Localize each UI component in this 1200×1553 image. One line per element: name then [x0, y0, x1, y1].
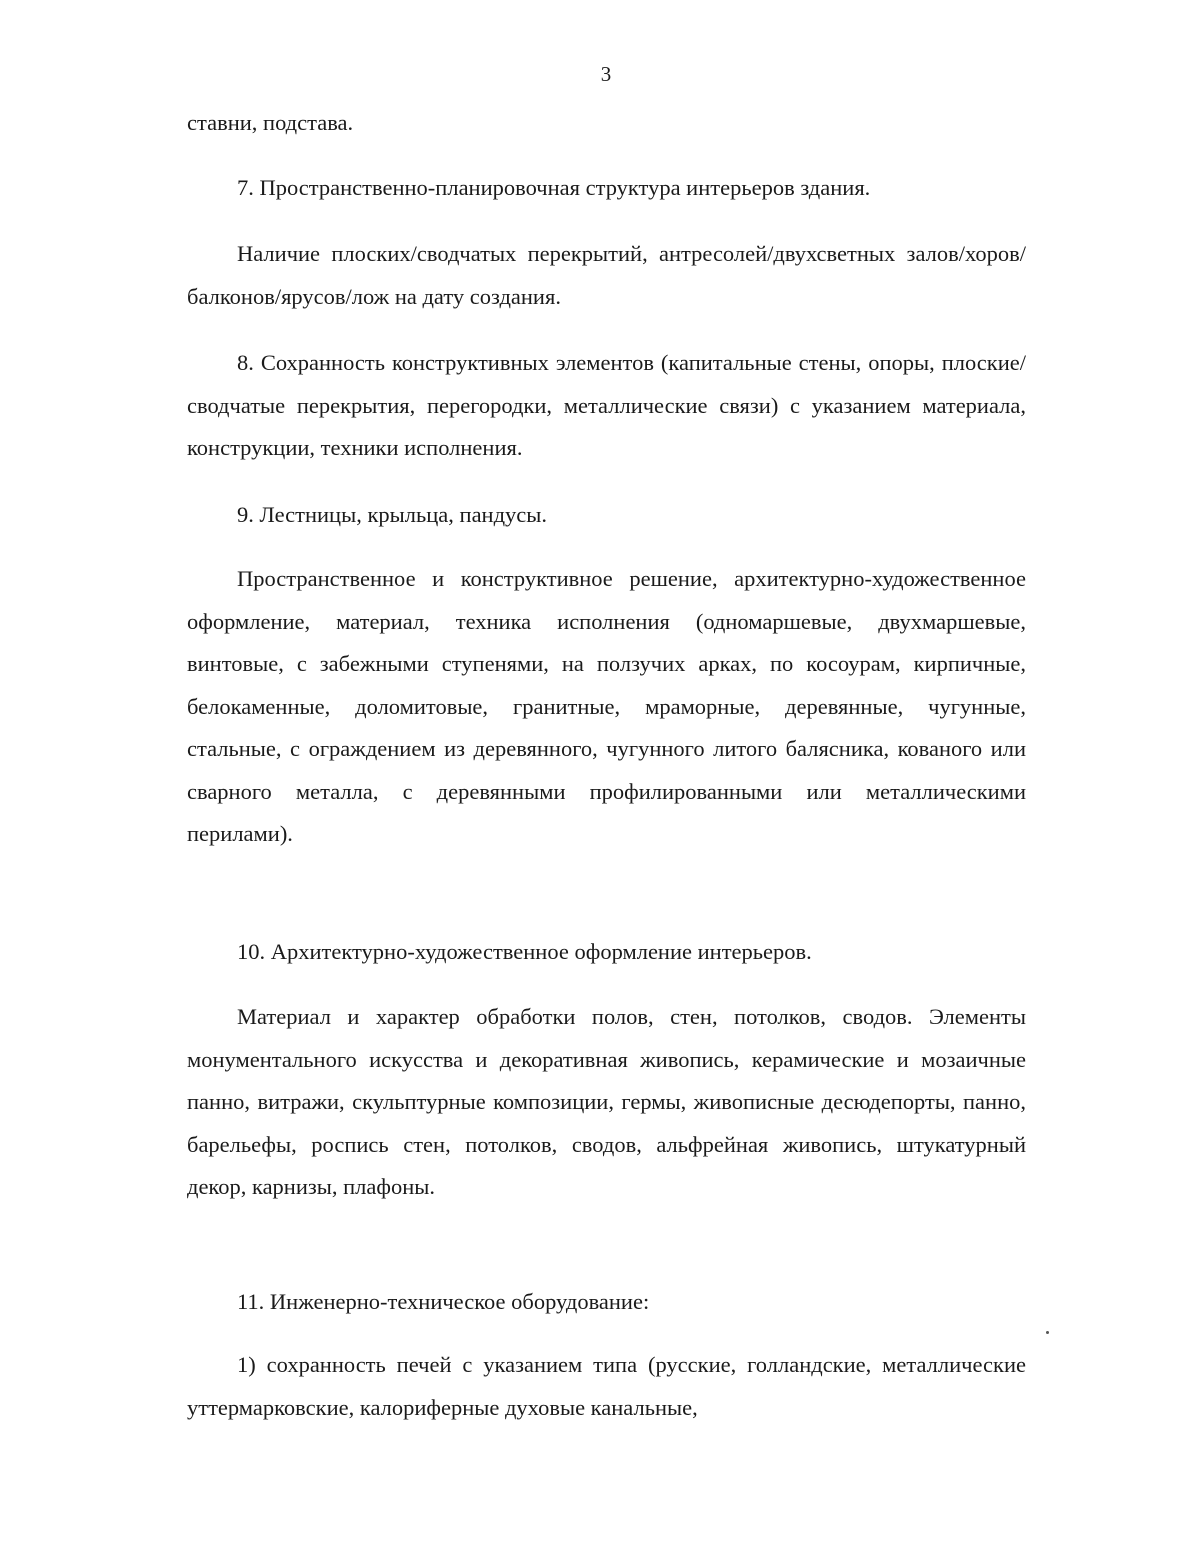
paragraph-continuation: ставни, подстава. — [187, 110, 354, 135]
paragraph-item-9-body: Пространственное и конструктивное решение, архитектурно-художественное оформление, материал, техника исполнения (одномаршевые, двухмаршевые, винтовые, с забежными ступенями, на ползучих арках, по косоурам, кирпичные, белокаменные, доломитовые, гранитные, мраморные, деревянные, чугунные, стальные, с ограждением из деревянного, чугунного литого балясника, кованого или сварного металла, с деревянными профилированными или металлическими перилами). — [187, 566, 1026, 846]
page-number: 3 — [600, 62, 612, 86]
paragraph-item-11-1: 1) сохранность печей с указанием типа (русские, голландские, металлические уттермарковские, калориферные духовые канальные, — [187, 1352, 1026, 1420]
paragraph-item-10-body: Материал и характер обработки полов, стен, потолков, сводов. Элементы монументального искусства и декоративная живопись, керамические и мозаичные панно, витражи, скульптурные композиции, гермы, живописные десюдепорты, панно, барельефы, роспись стен, потолков, сводов, альфрейная живопись, штукатурный декор, карнизы, плафоны. — [187, 1004, 1026, 1199]
heading-item-7: 7. Пространственно-планировочная структура интерьеров здания. — [237, 175, 871, 200]
scan-speck — [1046, 1331, 1049, 1334]
heading-item-10: 10. Архитектурно-художественное оформление интерьеров. — [237, 939, 812, 964]
heading-item-9: 9. Лестницы, крыльца, пандусы. — [237, 502, 548, 527]
heading-item-11: 11. Инженерно-техническое оборудование: — [237, 1289, 650, 1314]
paragraph-item-8: 8. Сохранность конструктивных элементов (капитальные стены, опоры, плоские/сводчатые перекрытия, перегородки, металлические связи) с указанием материала, конструкции, техники исполнения. — [187, 350, 1026, 460]
paragraph-item-7-body: Наличие плоских/сводчатых перекрытий, антресолей/двухсветных залов/хоров/балконов/ярусов/лож на дату создания. — [187, 241, 1026, 309]
